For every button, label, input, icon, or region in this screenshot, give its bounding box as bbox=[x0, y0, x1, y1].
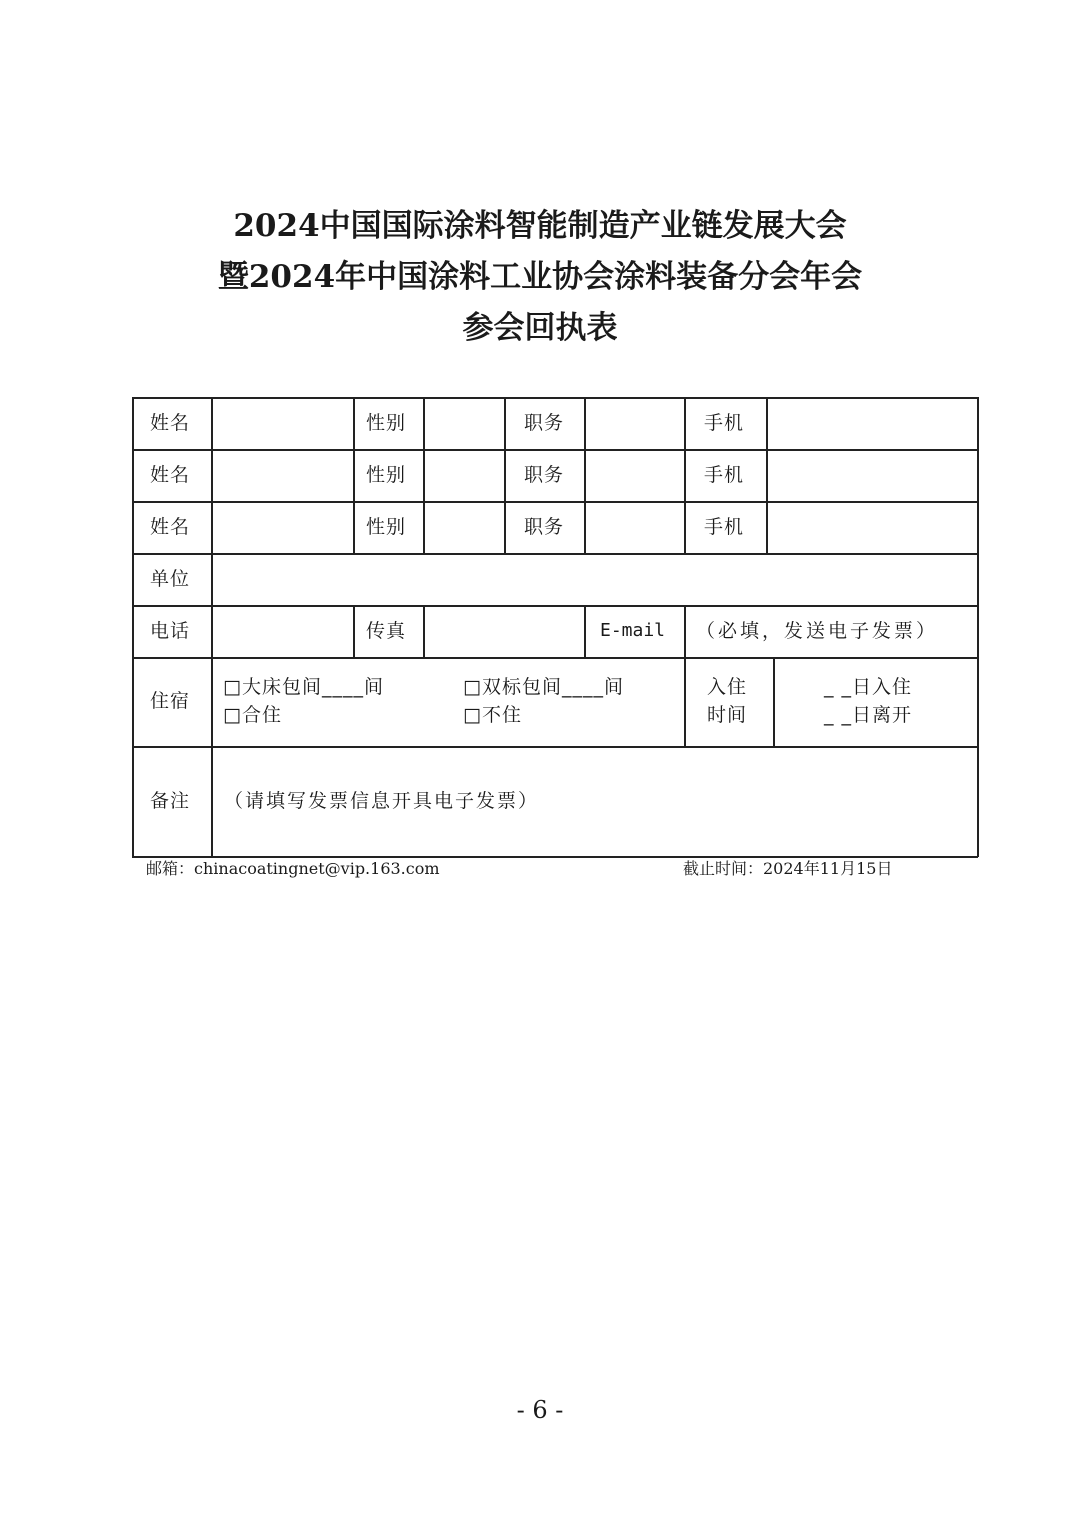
gender-label: 性别 bbox=[366, 464, 407, 486]
no-room-checkbox[interactable]: □不住 bbox=[463, 704, 522, 726]
position-label: 职务 bbox=[524, 516, 565, 538]
email-label: E-mail bbox=[600, 620, 666, 641]
page-number: - 6 - bbox=[516, 1396, 564, 1424]
remarks-label: 备注 bbox=[150, 790, 191, 812]
phone-input[interactable] bbox=[218, 611, 348, 651]
lodging-label: 住宿 bbox=[150, 690, 191, 712]
mobile-label: 手机 bbox=[704, 464, 745, 486]
share-room-checkbox[interactable]: □合住 bbox=[223, 704, 282, 726]
position-input-2[interactable] bbox=[591, 455, 679, 495]
mobile-label: 手机 bbox=[704, 516, 745, 538]
fax-input[interactable] bbox=[430, 611, 580, 651]
gender-label: 性别 bbox=[366, 516, 407, 538]
mobile-input-1[interactable] bbox=[773, 403, 971, 443]
mobile-label: 手机 bbox=[704, 412, 745, 434]
position-label: 职务 bbox=[524, 464, 565, 486]
gender-input-3[interactable] bbox=[430, 507, 498, 547]
name-label: 姓名 bbox=[150, 516, 191, 538]
name-label: 姓名 bbox=[150, 412, 191, 434]
position-input-1[interactable] bbox=[591, 403, 679, 443]
check-out-field[interactable]: _ _日离开 bbox=[824, 704, 913, 726]
email-note[interactable]: （必填，发送电子发票） bbox=[696, 620, 939, 642]
king-room-checkbox[interactable]: □大床包间____间 bbox=[223, 676, 384, 698]
name-input-1[interactable] bbox=[218, 403, 348, 443]
gender-input-1[interactable] bbox=[430, 403, 498, 443]
deadline: 截止时间：2024年11月15日 bbox=[683, 859, 893, 878]
mobile-input-3[interactable] bbox=[773, 507, 971, 547]
gender-input-2[interactable] bbox=[430, 455, 498, 495]
check-in-field[interactable]: _ _日入住 bbox=[824, 676, 913, 698]
stay-time-label-1: 入住 bbox=[707, 676, 748, 698]
fax-label: 传真 bbox=[366, 620, 407, 642]
name-input-2[interactable] bbox=[218, 455, 348, 495]
doc-title-line-3: 参会回执表 bbox=[462, 310, 618, 346]
name-input-3[interactable] bbox=[218, 507, 348, 547]
doc-title-line-1: 2024中国国际涂料智能制造产业链发展大会 bbox=[233, 208, 847, 244]
remarks-note[interactable]: （请填写发票信息开具电子发票） bbox=[224, 790, 540, 812]
position-input-3[interactable] bbox=[591, 507, 679, 547]
gender-label: 性别 bbox=[366, 412, 407, 434]
stay-time-label-2: 时间 bbox=[707, 704, 748, 726]
twin-room-checkbox[interactable]: □双标包间____间 bbox=[463, 676, 624, 698]
company-input[interactable] bbox=[218, 559, 971, 599]
mobile-input-2[interactable] bbox=[773, 455, 971, 495]
name-label: 姓名 bbox=[150, 464, 191, 486]
registration-form-table bbox=[132, 397, 978, 857]
position-label: 职务 bbox=[524, 412, 565, 434]
company-label: 单位 bbox=[150, 568, 191, 590]
doc-title-line-2: 暨2024年中国涂料工业协会涂料装备分会年会 bbox=[217, 259, 863, 295]
contact-email: 邮箱：chinacoatingnet@vip.163.com bbox=[146, 859, 440, 878]
phone-label: 电话 bbox=[150, 620, 191, 642]
